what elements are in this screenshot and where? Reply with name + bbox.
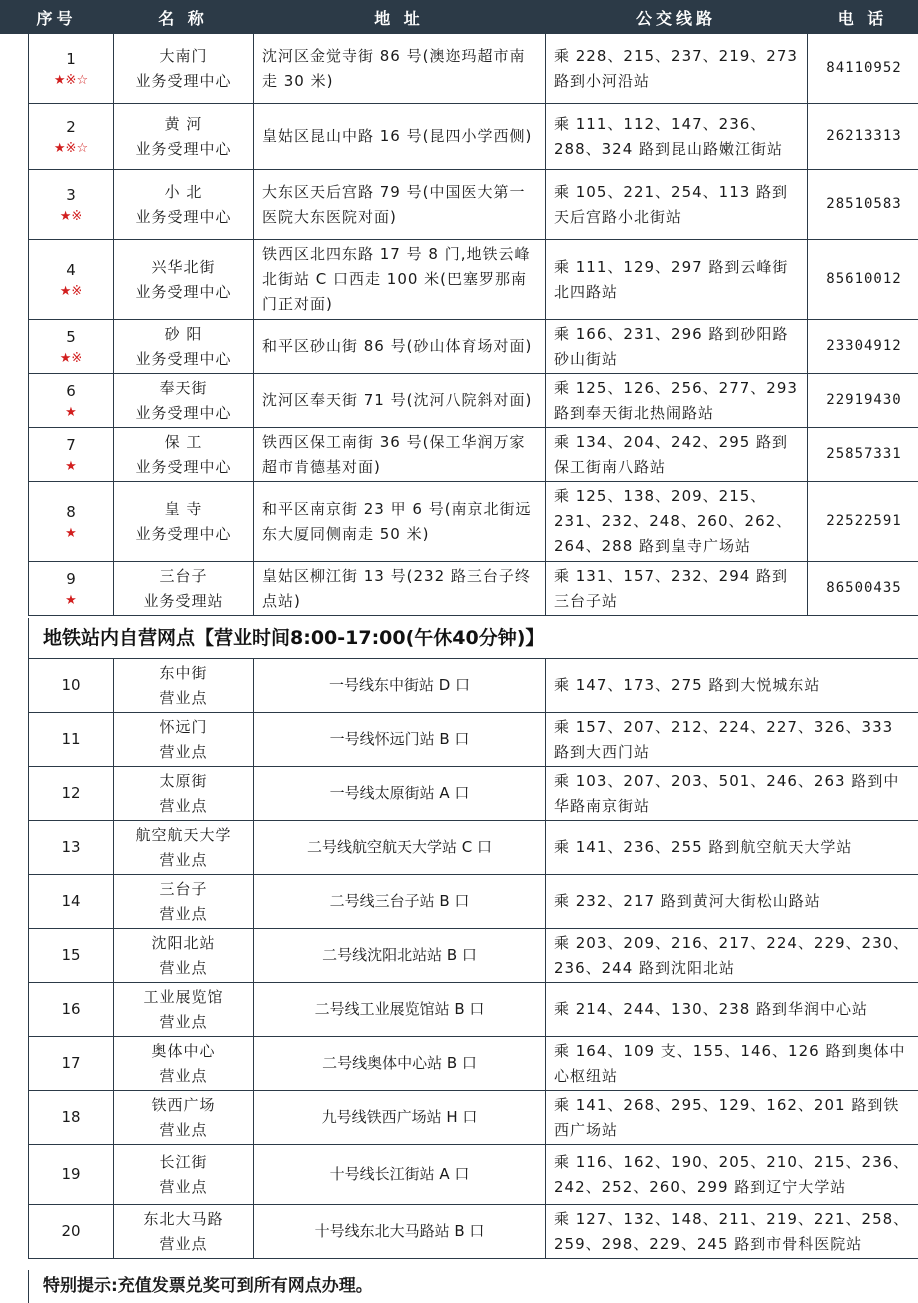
table-row xyxy=(29,713,918,767)
route-cell: 乘 134、204、242、295 路到保工街南八路站 xyxy=(546,428,808,482)
seq-cell: 18 xyxy=(29,1091,114,1145)
point-name: 东中街 xyxy=(159,663,208,682)
name-cell xyxy=(114,821,254,875)
address-cell: 二号线奥体中心站 B 口 xyxy=(254,1037,546,1091)
footer-note: 特别提示:充值发票兑奖可到所有网点办理。 xyxy=(28,1270,918,1303)
center-type: 业务受理中心 xyxy=(135,403,232,422)
seq-number: 9 xyxy=(66,570,76,588)
name-cell xyxy=(114,1037,254,1091)
seq-cell xyxy=(29,34,114,104)
point-type: 营业点 xyxy=(159,1120,208,1139)
address-cell: 皇姑区昆山中路 16 号(昆四小学西侧) xyxy=(254,104,546,170)
header-phone: 电 话 xyxy=(837,8,888,28)
address-cell: 沈河区奉天街 71 号(沈河八院斜对面) xyxy=(254,374,546,428)
point-name: 三台子 xyxy=(159,879,208,898)
route-cell: 乘 141、268、295、129、162、201 路到铁西广场站 xyxy=(546,1091,918,1145)
name-cell xyxy=(114,320,254,374)
seq-cell xyxy=(29,240,114,320)
center-name: 砂 阳 xyxy=(164,324,203,343)
name-cell xyxy=(114,374,254,428)
route-cell: 乘 103、207、203、501、246、263 路到中华路南京街站 xyxy=(546,767,918,821)
center-type: 业务受理中心 xyxy=(135,71,232,90)
name-cell xyxy=(114,562,254,616)
star-rating: ★ xyxy=(65,405,77,420)
route-cell: 乘 105、221、254、113 路到天后宫路小北街站 xyxy=(546,170,808,240)
route-cell: 乘 164、109 支、155、146、126 路到奥体中心枢纽站 xyxy=(546,1037,918,1091)
address-cell: 大东区天后宫路 79 号(中国医大第一医院大东医院对面) xyxy=(254,170,546,240)
table-row xyxy=(29,374,918,428)
seq-cell: 14 xyxy=(29,875,114,929)
star-rating: ★ xyxy=(65,526,77,541)
center-name: 三台子 xyxy=(159,566,208,585)
point-name: 沈阳北站 xyxy=(151,933,216,952)
table-row xyxy=(29,320,918,374)
seq-number: 7 xyxy=(66,436,76,454)
center-name: 奉天街 xyxy=(159,378,208,397)
service-centers-table xyxy=(28,33,918,616)
point-type: 营业点 xyxy=(159,688,208,707)
seq-cell: 17 xyxy=(29,1037,114,1091)
center-type: 业务受理站 xyxy=(143,591,224,610)
name-cell xyxy=(114,482,254,562)
star-rating: ★ xyxy=(65,593,77,608)
seq-number: 8 xyxy=(66,503,76,521)
center-type: 业务受理中心 xyxy=(135,207,232,226)
address-cell: 二号线航空航天大学站 C 口 xyxy=(254,821,546,875)
header-address: 地 址 xyxy=(374,8,424,28)
center-name: 大南门 xyxy=(159,46,208,65)
seq-number: 5 xyxy=(66,328,76,346)
star-rating: ★※☆ xyxy=(53,141,89,156)
seq-number: 1 xyxy=(66,50,76,68)
address-cell: 十号线长江街站 A 口 xyxy=(254,1145,546,1205)
table-row xyxy=(29,1145,918,1205)
name-cell xyxy=(114,104,254,170)
route-cell: 乘 111、112、147、236、288、324 路到昆山路嫩江街站 xyxy=(546,104,808,170)
phone-cell: 85610012 xyxy=(808,240,918,320)
name-cell xyxy=(114,875,254,929)
point-type: 营业点 xyxy=(159,742,208,761)
table-row xyxy=(29,1037,918,1091)
address-cell: 九号线铁西广场站 H 口 xyxy=(254,1091,546,1145)
point-type: 营业点 xyxy=(159,904,208,923)
address-cell: 一号线东中街站 D 口 xyxy=(254,659,546,713)
name-cell xyxy=(114,713,254,767)
seq-cell: 19 xyxy=(29,1145,114,1205)
table-row xyxy=(29,1205,918,1259)
address-cell: 二号线三台子站 B 口 xyxy=(254,875,546,929)
seq-cell: 10 xyxy=(29,659,114,713)
center-type: 业务受理中心 xyxy=(135,282,232,301)
point-type: 营业点 xyxy=(159,958,208,977)
seq-cell xyxy=(29,428,114,482)
center-type: 业务受理中心 xyxy=(135,524,232,543)
point-type: 营业点 xyxy=(159,1177,208,1196)
star-rating: ★※ xyxy=(59,351,83,366)
name-cell xyxy=(114,929,254,983)
table-row xyxy=(29,104,918,170)
seq-cell xyxy=(29,170,114,240)
point-name: 太原街 xyxy=(159,771,208,790)
table-row xyxy=(29,240,918,320)
phone-cell: 86500435 xyxy=(808,562,918,616)
table-row xyxy=(29,875,918,929)
seq-cell: 20 xyxy=(29,1205,114,1259)
name-cell xyxy=(114,170,254,240)
star-rating: ★※☆ xyxy=(53,73,89,88)
route-cell: 乘 111、129、297 路到云峰街北四路站 xyxy=(546,240,808,320)
route-cell: 乘 125、126、256、277、293 路到奉天街北热闹路站 xyxy=(546,374,808,428)
seq-cell xyxy=(29,482,114,562)
point-type: 营业点 xyxy=(159,1234,208,1253)
seq-number: 6 xyxy=(66,382,76,400)
route-cell: 乘 203、209、216、217、224、229、230、236、244 路到沈阳北站 xyxy=(546,929,918,983)
star-rating: ★※ xyxy=(59,284,83,299)
route-cell: 乘 125、138、209、215、231、232、248、260、262、264、288 路到皇寺广场站 xyxy=(546,482,808,562)
name-cell xyxy=(114,1145,254,1205)
seq-number: 2 xyxy=(66,118,76,136)
point-name: 奥体中心 xyxy=(151,1041,216,1060)
route-cell: 乘 131、157、232、294 路到三台子站 xyxy=(546,562,808,616)
phone-cell: 22522591 xyxy=(808,482,918,562)
point-name: 工业展览馆 xyxy=(143,987,224,1006)
point-type: 营业点 xyxy=(159,1066,208,1085)
center-name: 保 工 xyxy=(164,432,203,451)
center-name: 黄 河 xyxy=(164,114,203,133)
address-cell: 十号线东北大马路站 B 口 xyxy=(254,1205,546,1259)
address-cell: 皇姑区柳江街 13 号(232 路三台子终点站) xyxy=(254,562,546,616)
metro-points-table xyxy=(28,658,918,1259)
address-cell: 一号线太原街站 A 口 xyxy=(254,767,546,821)
address-cell: 铁西区保工南街 36 号(保工华润万家超市肯德基对面) xyxy=(254,428,546,482)
point-type: 营业点 xyxy=(159,796,208,815)
point-name: 东北大马路 xyxy=(143,1209,224,1228)
seq-cell: 16 xyxy=(29,983,114,1037)
table-row xyxy=(29,1091,918,1145)
header-route: 公交线路 xyxy=(635,8,716,28)
route-cell: 乘 228、215、237、219、273 路到小河沿站 xyxy=(546,34,808,104)
table-row xyxy=(29,482,918,562)
table-row xyxy=(29,34,918,104)
address-cell: 二号线工业展览馆站 B 口 xyxy=(254,983,546,1037)
name-cell xyxy=(114,240,254,320)
address-cell: 和平区砂山街 86 号(砂山体育场对面) xyxy=(254,320,546,374)
route-cell: 乘 147、173、275 路到大悦城东站 xyxy=(546,659,918,713)
table-row xyxy=(29,983,918,1037)
table-row xyxy=(29,767,918,821)
center-name: 小 北 xyxy=(164,182,203,201)
phone-cell: 22919430 xyxy=(808,374,918,428)
seq-cell xyxy=(29,374,114,428)
route-cell: 乘 127、132、148、211、219、221、258、259、298、229、245 路到市骨科医院站 xyxy=(546,1205,918,1259)
metro-section-title: 地铁站内自营网点【营业时间8:00-17:00(午休40分钟)】 xyxy=(28,618,918,658)
phone-cell: 28510583 xyxy=(808,170,918,240)
name-cell xyxy=(114,983,254,1037)
address-cell: 和平区南京街 23 甲 6 号(南京北街远东大厦同侧南走 50 米) xyxy=(254,482,546,562)
seq-cell: 13 xyxy=(29,821,114,875)
route-cell: 乘 166、231、296 路到砂阳路砂山街站 xyxy=(546,320,808,374)
phone-cell: 26213313 xyxy=(808,104,918,170)
point-type: 营业点 xyxy=(159,850,208,869)
center-type: 业务受理中心 xyxy=(135,457,232,476)
address-cell: 一号线怀远门站 B 口 xyxy=(254,713,546,767)
name-cell xyxy=(114,1091,254,1145)
name-cell xyxy=(114,659,254,713)
star-rating: ★※ xyxy=(59,209,83,224)
seq-number: 3 xyxy=(66,186,76,204)
header-name: 名 称 xyxy=(158,8,208,28)
seq-cell: 12 xyxy=(29,767,114,821)
name-cell xyxy=(114,767,254,821)
seq-cell: 11 xyxy=(29,713,114,767)
name-cell xyxy=(114,428,254,482)
table-row xyxy=(29,562,918,616)
center-type: 业务受理中心 xyxy=(135,349,232,368)
phone-cell: 23304912 xyxy=(808,320,918,374)
address-cell: 铁西区北四东路 17 号 8 门,地铁云峰北街站 C 口西走 100 米(巴塞罗那南门正对面) xyxy=(254,240,546,320)
route-cell: 乘 214、244、130、238 路到华润中心站 xyxy=(546,983,918,1037)
table-row xyxy=(29,428,918,482)
table-header xyxy=(0,0,918,34)
table-row xyxy=(29,821,918,875)
route-cell: 乘 157、207、212、224、227、326、333 路到大西门站 xyxy=(546,713,918,767)
seq-cell xyxy=(29,320,114,374)
seq-number: 4 xyxy=(66,261,76,279)
point-type: 营业点 xyxy=(159,1012,208,1031)
point-name: 铁西广场 xyxy=(151,1095,216,1114)
seq-cell xyxy=(29,104,114,170)
header-seq: 序号 xyxy=(36,8,77,28)
table-row xyxy=(29,929,918,983)
address-cell: 沈河区金觉寺街 86 号(澳迩玛超市南走 30 米) xyxy=(254,34,546,104)
star-rating: ★ xyxy=(65,459,77,474)
table-row xyxy=(29,659,918,713)
route-cell: 乘 232、217 路到黄河大街松山路站 xyxy=(546,875,918,929)
point-name: 航空航天大学 xyxy=(135,825,232,844)
name-cell xyxy=(114,1205,254,1259)
seq-cell: 15 xyxy=(29,929,114,983)
seq-cell xyxy=(29,562,114,616)
phone-cell: 25857331 xyxy=(808,428,918,482)
point-name: 怀远门 xyxy=(159,717,208,736)
route-cell: 乘 141、236、255 路到航空航天大学站 xyxy=(546,821,918,875)
point-name: 长江街 xyxy=(159,1152,208,1171)
phone-cell: 84110952 xyxy=(808,34,918,104)
address-cell: 二号线沈阳北站站 B 口 xyxy=(254,929,546,983)
route-cell: 乘 116、162、190、205、210、215、236、242、252、260、299 路到辽宁大学站 xyxy=(546,1145,918,1205)
center-name: 兴华北街 xyxy=(151,257,216,276)
name-cell xyxy=(114,34,254,104)
table-row xyxy=(29,170,918,240)
center-type: 业务受理中心 xyxy=(135,139,232,158)
center-name: 皇 寺 xyxy=(164,499,203,518)
